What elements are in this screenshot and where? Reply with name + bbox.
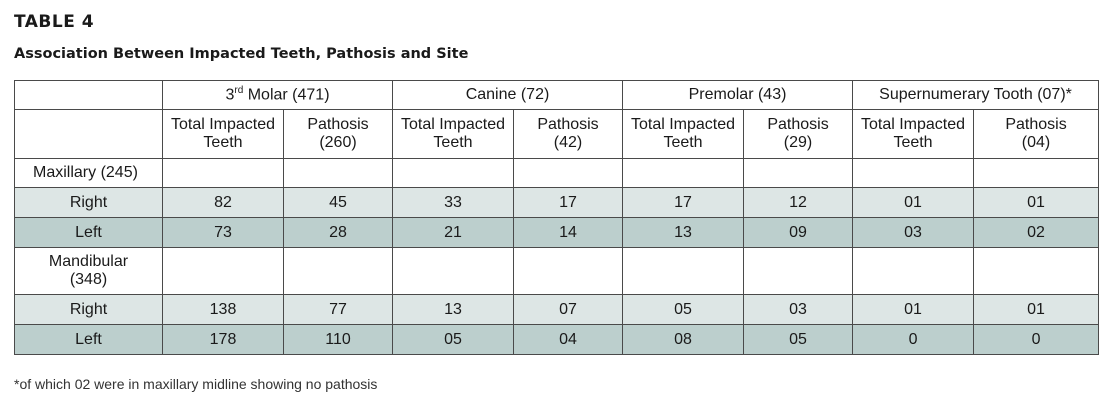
data-cell: 178 <box>163 325 284 355</box>
data-cell: 01 <box>853 295 974 325</box>
sub-header-cell: Pathosis (29) <box>744 110 853 159</box>
empty-cell <box>853 159 974 188</box>
empty-cell <box>744 248 853 295</box>
empty-cell <box>284 248 393 295</box>
empty-cell <box>623 248 744 295</box>
data-cell: 77 <box>284 295 393 325</box>
group-header-row <box>15 81 1099 110</box>
data-cell: 07 <box>514 295 623 325</box>
empty-cell <box>974 159 1099 188</box>
data-cell: 17 <box>514 188 623 218</box>
data-cell: 82 <box>163 188 284 218</box>
empty-cell <box>284 159 393 188</box>
data-cell: 05 <box>744 325 853 355</box>
row-label: Right <box>15 188 163 218</box>
data-cell: 05 <box>393 325 514 355</box>
data-cell: 14 <box>514 218 623 248</box>
corner-cell <box>15 110 163 159</box>
group-header-premolar: Premolar (43) <box>623 81 853 110</box>
data-cell: 17 <box>623 188 744 218</box>
row-label: Right <box>15 295 163 325</box>
group-header-supernumerary: Supernumerary Tooth (07)* <box>853 81 1099 110</box>
sub-header-cell: Total Impacted Teeth <box>623 110 744 159</box>
row-label: Left <box>15 325 163 355</box>
sub-header-cell: Pathosis (260) <box>284 110 393 159</box>
data-cell: 04 <box>514 325 623 355</box>
empty-cell <box>393 159 514 188</box>
data-cell: 01 <box>974 295 1099 325</box>
empty-cell <box>514 248 623 295</box>
sub-header-cell: Total Impacted Teeth <box>393 110 514 159</box>
table-row <box>15 325 1099 355</box>
data-cell: 01 <box>974 188 1099 218</box>
data-cell: 02 <box>974 218 1099 248</box>
table-row <box>15 218 1099 248</box>
empty-cell <box>514 159 623 188</box>
section-row-maxillary <box>15 159 1099 188</box>
data-cell: 110 <box>284 325 393 355</box>
data-cell: 08 <box>623 325 744 355</box>
sub-header-cell: Total Impacted Teeth <box>853 110 974 159</box>
empty-cell <box>853 248 974 295</box>
sub-header-cell: Pathosis (04) <box>974 110 1099 159</box>
data-cell: 03 <box>744 295 853 325</box>
data-cell: 03 <box>853 218 974 248</box>
data-cell: 13 <box>393 295 514 325</box>
data-cell: 138 <box>163 295 284 325</box>
empty-cell <box>163 159 284 188</box>
data-cell: 0 <box>853 325 974 355</box>
sub-header-cell: Total Impacted Teeth <box>163 110 284 159</box>
data-cell: 28 <box>284 218 393 248</box>
empty-cell <box>744 159 853 188</box>
group-header-molar: 3rd Molar (471) <box>163 81 393 110</box>
row-label: Left <box>15 218 163 248</box>
empty-cell <box>393 248 514 295</box>
section-label: Maxillary (245) <box>15 159 163 188</box>
impacted-teeth-table <box>14 80 1099 355</box>
empty-cell <box>623 159 744 188</box>
corner-cell <box>15 81 163 110</box>
group-header-canine: Canine (72) <box>393 81 623 110</box>
data-cell: 21 <box>393 218 514 248</box>
data-cell: 05 <box>623 295 744 325</box>
data-cell: 33 <box>393 188 514 218</box>
table-title: Association Between Impacted Teeth, Pathosis and Site <box>14 46 469 62</box>
empty-cell <box>974 248 1099 295</box>
data-cell: 73 <box>163 218 284 248</box>
footnote: *of which 02 were in maxillary midline showing no pathosis <box>14 376 378 392</box>
section-row-mandibular <box>15 248 1099 295</box>
table-label: TABLE 4 <box>14 12 95 32</box>
data-cell: 45 <box>284 188 393 218</box>
data-cell: 01 <box>853 188 974 218</box>
data-cell: 12 <box>744 188 853 218</box>
table-row <box>15 295 1099 325</box>
sub-header-cell: Pathosis (42) <box>514 110 623 159</box>
section-label: Mandibular (348) <box>15 248 163 295</box>
data-cell: 09 <box>744 218 853 248</box>
table-row <box>15 188 1099 218</box>
data-cell: 0 <box>974 325 1099 355</box>
sub-header-row <box>15 110 1099 159</box>
empty-cell <box>163 248 284 295</box>
data-cell: 13 <box>623 218 744 248</box>
